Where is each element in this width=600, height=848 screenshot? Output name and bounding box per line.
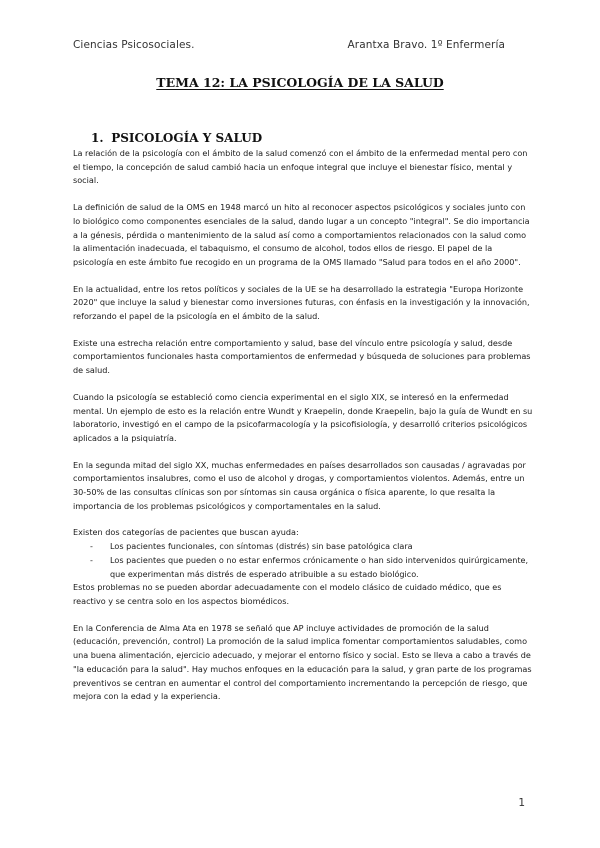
list-item-text: Los pacientes que pueden o no estar enfermos crónicamente o han sido intervenidos quirúrgicamente, que experimentan más distrés de esperado atribuible a su estado biológico. — [110, 554, 529, 579]
section-heading — [91, 131, 533, 145]
list-item — [73, 554, 533, 581]
paragraph: Existe una estrecha relación entre comportamiento y salud, base del vínculo entre psicología y salud, desde comportamientos funcionales hasta comportamientos de enfermedad y búsqueda de soluciones para problemas de salud. — [73, 337, 531, 376]
header-course: Ciencias Psicosociales. — [73, 39, 195, 51]
patients-outro: Estos problemas no se pueden abordar adecuadamente con el modelo clásico de cuidado médico, que es reactivo y se centra solo en los aspectos biomédicos. — [73, 582, 502, 606]
paragraph: La definición de salud de la OMS en 1948 marcó un hito al reconocer aspectos psicológicos y sociales junto con lo biológico como componentes esenciales de la salud, dando lugar a un concepto "integral". Se dio importancia a la génesis, pérdida o mantenimiento de la salud así como a comportamientos relacionados con la salud como la alimentación inadecuada, el tabaquismo, el consumo de alcohol, todos ellos de riesgo. El papel de la psicología en este ámbito fue recogido en un programa de la OMS llamado "Salud para todos en el año 2000". — [73, 202, 530, 267]
list-item — [73, 540, 533, 554]
paragraph: Cuando la psicología se estableció como ciencia experimental en el siglo XIX, se interesó en la enfermedad mental. Un ejemplo de esto es la relación entre Wundt y Kraepelin, donde Kraepelin, bajo la guía de Wundt en su laboratorio, investigó en el campo de la psicofarmacología y la psicofisiología, y desarrolló criterios psicológicos aplicados a la psiquiatría. — [73, 391, 533, 443]
page-title: TEMA 12: LA PSICOLOGÍA DE LA SALUD — [156, 75, 444, 90]
patients-intro: Existen dos categorías de pacientes que buscan ayuda: — [73, 527, 299, 538]
dash-bullet: - — [90, 554, 93, 565]
paragraph: En la actualidad, entre los retos políticos y sociales de la UE se ha desarrollado la estrategia "Europa Horizonte 2020" que incluye la salud y bienestar como inversiones futuras, con énfasis en la investigación y la innovación, reforzando el papel de la psicología en el ámbito de la salud. — [73, 283, 530, 322]
paragraph: En la segunda mitad del siglo XX, muchas enfermedades en países desarrollados son causadas / agravadas por comportamientos insalubres, como el uso de alcohol y drogas, y comportamientos violentos. Además, entre un 30-50% de las consultas clínicas son por síntomas sin causa orgánica o física aparente, lo que resalta la importancia de los problemas psicológicos y comportamentales en la salud. — [73, 459, 526, 511]
section-title: PSICOLOGÍA Y SALUD — [111, 131, 263, 145]
header-author: Arantxa Bravo. 1º Enfermería — [347, 39, 505, 51]
dash-bullet: - — [90, 541, 93, 552]
patient-categories-list — [73, 540, 533, 581]
paragraph: La relación de la psicología con el ámbito de la salud comenzó con el ámbito de la enfermedad mental pero con el tiempo, la concepción de salud cambió hacia un enfoque integral que incluye el bienestar físico, mental y social. — [73, 148, 528, 186]
document-body — [73, 131, 533, 704]
page-number: 1 — [518, 797, 525, 809]
paragraph: En la Conferencia de Alma Ata en 1978 se señaló que AP incluye actividades de promoción de la salud (educación, prevención, control) La promoción de la salud implica fomentar comportamientos saludables, como una buena alimentación, ejercicio adecuado, y mejorar el entorno físico y social. Esto se lleva a cabo a través de "la educación para la salud". Hay muchos enfoques en la educación para la salud, y gran parte de los programas preventivos se centran en aumentar el control del comportamiento incrementando la percepción de riesgo, que mejora con la edad y la experiencia. — [73, 622, 532, 702]
section-number: 1. — [91, 131, 104, 145]
list-item-text: Los pacientes funcionales, con síntomas (distrés) sin base patológica clara — [110, 541, 413, 552]
